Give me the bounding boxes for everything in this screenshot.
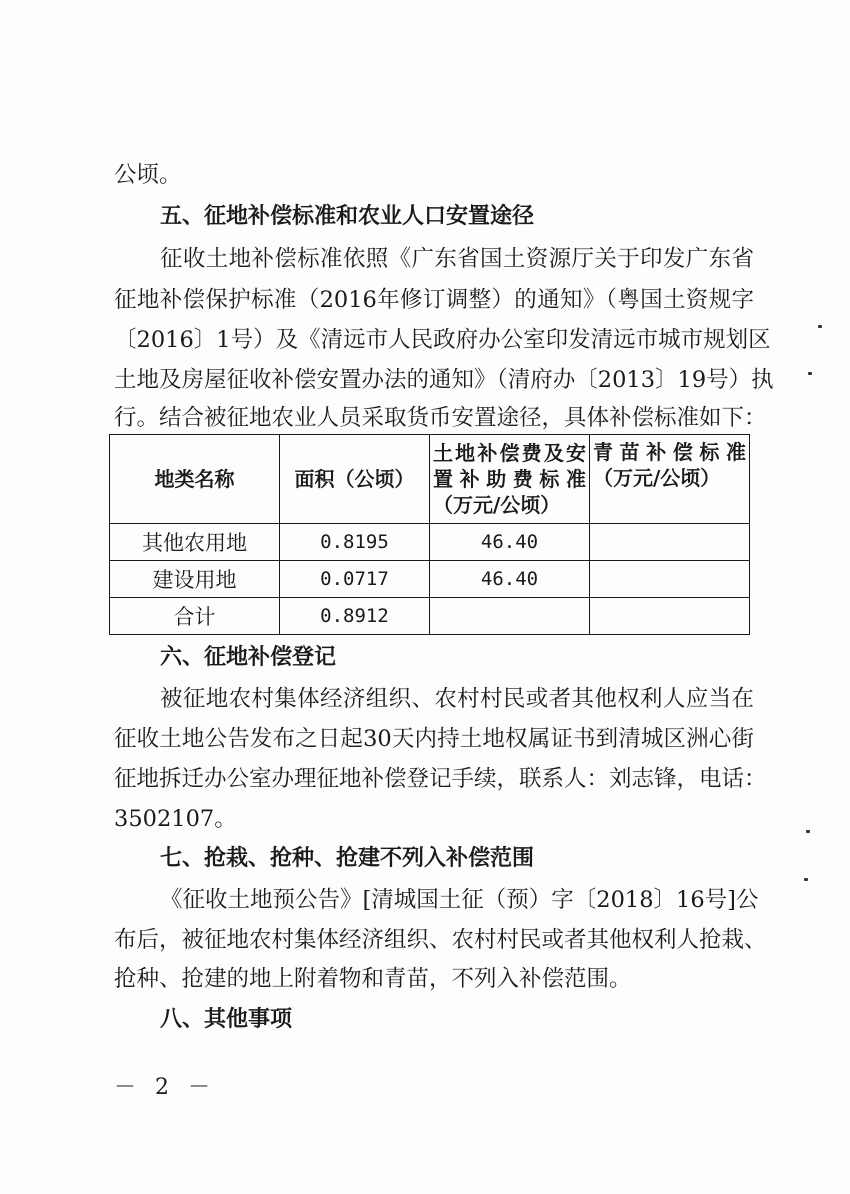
scan-speck xyxy=(806,830,810,833)
scan-speck xyxy=(818,325,822,328)
paragraph-line: 被征地农村集体经济组织、农村村民或者其他权利人应当在 xyxy=(160,686,754,712)
table-cell xyxy=(590,598,750,635)
table-cell: 46.40 xyxy=(430,561,590,598)
paragraph-line: 土地及房屋征收补偿安置办法的通知》（清府办〔2013〕19号）执 xyxy=(114,367,774,393)
table-row xyxy=(110,524,750,561)
paragraph-line: 征收土地公告发布之日起30天内持土地权属证书到清城区洲心街 xyxy=(114,726,754,752)
table-cell: 合计 xyxy=(110,598,280,635)
paragraph-line: 〔2016〕1号）及《清远市人民政府办公室印发清远市城市规划区 xyxy=(114,327,771,353)
text-line: 公顷。 xyxy=(114,162,182,188)
table-header-land-type: 地类名称 xyxy=(110,435,280,524)
table-row xyxy=(110,598,750,635)
section-heading-5: 五、征地补偿标准和农业人口安置途径 xyxy=(160,204,535,229)
paragraph-line: 3502107。 xyxy=(114,806,237,832)
compensation-table xyxy=(109,434,750,635)
table-header-land-compensation: 土地补偿费及安置补助费标准（万元/公顷） xyxy=(430,435,590,524)
table-cell: 0.8195 xyxy=(280,524,430,561)
paragraph-line: 征地补偿保护标准（2016年修订调整）的通知》（粤国土资规字 xyxy=(114,287,754,313)
table-row xyxy=(110,561,750,598)
scan-speck xyxy=(808,372,812,375)
table-header-crop-compensation: 青苗补偿标准（万元/公顷） xyxy=(590,435,750,524)
section-heading-6: 六、征地补偿登记 xyxy=(160,645,337,670)
table-header-row xyxy=(110,435,750,524)
paragraph-line: 征地拆迁办公室办理征地补偿登记手续，联系人：刘志锋，电话： xyxy=(114,766,767,792)
table-cell: 建设用地 xyxy=(110,561,280,598)
paragraph-line: 布后，被征地农村集体经济组织、农村村民或者其他权利人抢栽、 xyxy=(114,927,767,953)
table-cell: 0.0717 xyxy=(280,561,430,598)
table-cell xyxy=(590,524,750,561)
section-heading-8: 八、其他事项 xyxy=(160,1007,293,1032)
table-cell xyxy=(590,561,750,598)
scan-speck xyxy=(804,878,808,881)
table-cell: 46.40 xyxy=(430,524,590,561)
table-header-area: 面积（公顷） xyxy=(280,435,430,524)
section-heading-7: 七、抢栽、抢种、抢建不列入补偿范围 xyxy=(160,846,535,871)
paragraph-line: 征收土地补偿标准依照《广东省国土资源厅关于印发广东省 xyxy=(160,246,754,272)
table-cell xyxy=(430,598,590,635)
table-cell: 其他农用地 xyxy=(110,524,280,561)
table-cell: 0.8912 xyxy=(280,598,430,635)
paragraph-line: 《征收土地预公告》[清城国土征（预）字〔2018〕16号]公 xyxy=(160,887,759,913)
paragraph-line: 行。结合被征地农业人员采取货币安置途径，具体补偿标准如下： xyxy=(114,405,767,431)
page-number: － 2 － xyxy=(114,1075,216,1100)
paragraph-line: 抢种、抢建的地上附着物和青苗，不列入补偿范围。 xyxy=(114,966,632,992)
